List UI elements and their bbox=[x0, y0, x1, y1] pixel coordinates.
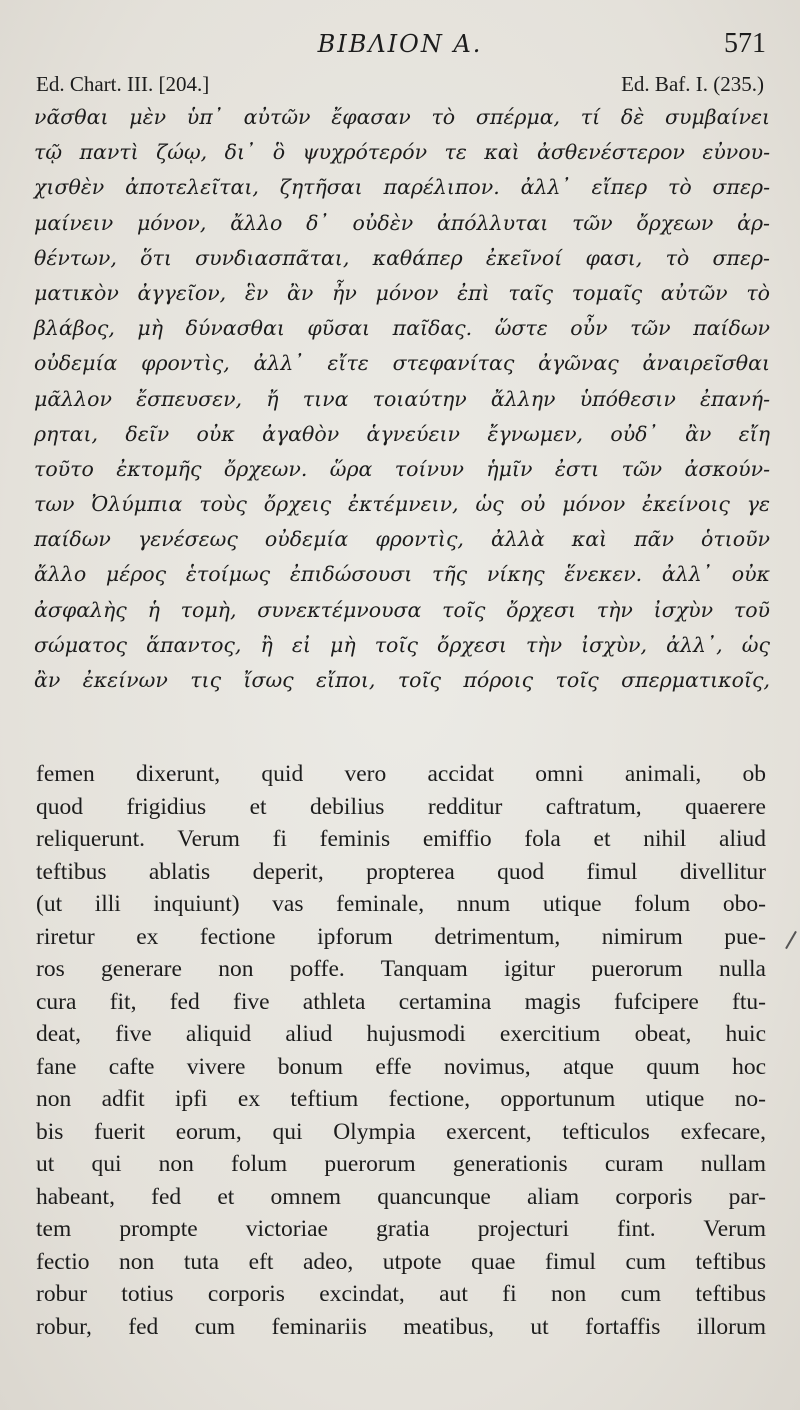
latin-line: cura fit, fed five athleta certamina magis fufcipere ftu- bbox=[36, 988, 766, 1015]
greek-line: νᾶσθαι μὲν ὑπ᾽ αὐτῶν ἔφασαν τὸ σπέρμα, τί δὲ συμβαίνει bbox=[34, 105, 770, 129]
latin-line: (ut illi inquiunt) vas feminale, nnum utique folum obo- bbox=[36, 891, 766, 917]
greek-line: ἀσφαλὴς ἡ τομὴ, συνεκτέμνουσα τοῖς ὄρχεσι τὴν ἰσχὺν τοῦ bbox=[34, 597, 770, 622]
greek-line: τῷ παντὶ ζώῳ, δι᾽ ὃ ψυχρότερόν τε καὶ ἀσθενέστερον εὐνου- bbox=[34, 140, 770, 165]
greek-line: ματικὸν ἀγγεῖον, ἓν ἂν ἦν μόνον ἐπὶ ταῖς τομαῖς αὐτῶν τὸ bbox=[34, 280, 770, 305]
greek-line: σώματος ἅπαντος, ἢ εἰ μὴ τοῖς ὄρχεσι τὴν ἰσχὺν, ἀλλ᾽, ὡς bbox=[34, 632, 770, 657]
latin-line: ut qui non folum puerorum generationis curam nullam bbox=[36, 1151, 766, 1177]
latin-line: quod frigidius et debilius redditur caftratum, quaerere bbox=[36, 793, 766, 820]
edition-reference-left: Ed. Chart. III. [204.] bbox=[36, 72, 210, 96]
latin-line: reliquerunt. Verum fi feminis emiffio fola et nihil aliud bbox=[36, 826, 766, 852]
latin-line: robur totius corporis excindat, aut fi non cum teftibus bbox=[36, 1281, 766, 1307]
greek-line: ἄλλο μέρος ἑτοίμως ἐπιδώσουσι τῆς νίκης ἕνεκεν. ἀλλ᾽ οὐκ bbox=[34, 562, 770, 587]
latin-line: fectio non tuta eft adeo, utpote quae fimul cum teftibus bbox=[36, 1248, 766, 1275]
greek-line: ἂν ἐκείνων τις ἴσως εἴποι, τοῖς πόροις τοῖς σπερματικοῖς, bbox=[34, 668, 770, 692]
greek-line: οὐδεμία φροντὶς, ἀλλ᾽ εἴτε στεφανίτας ἀγῶνας ἀναιρεῖσθαι bbox=[34, 351, 770, 376]
greek-line: παίδων γενέσεως οὐδεμία φροντὶς, ἀλλὰ καὶ πᾶν ὁτιοῦν bbox=[34, 527, 770, 552]
latin-line: deat, five aliquid aliud hujusmodi exercitium obeat, huic bbox=[36, 1021, 766, 1047]
greek-line: θέντων, ὅτι συνδιασπᾶται, καθάπερ ἐκεῖνοί φασι, τὸ σπερ- bbox=[34, 245, 770, 270]
latin-line: robur, fed cum feminariis meatibus, ut fortaffis illorum bbox=[36, 1313, 766, 1340]
greek-line: τοῦτο ἐκτομῆς ὄρχεων. ὥρα τοίνυν ἡμῖν ἐστι τῶν ἀσκούν- bbox=[34, 456, 770, 481]
greek-line: των Ὀλύμπια τοὺς ὄρχεις ἐκτέμνειν, ὡς οὐ μόνον ἐκείνοις γε bbox=[34, 492, 770, 517]
greek-line: ρηται, δεῖν οὐκ ἀγαθὸν ἁγνεύειν ἔγνωμεν, οὐδ᾽ ἂν εἴη bbox=[34, 421, 770, 446]
latin-line: non adfit ipfi ex teftium fectione, opportunum utique no- bbox=[36, 1086, 766, 1112]
greek-line: μαίνειν μόνον, ἄλλο δ᾽ οὐδὲν ἀπόλλυται τῶν ὄρχεων ἀρ- bbox=[34, 210, 770, 235]
latin-text-block bbox=[36, 758, 766, 1343]
latin-line: teftibus ablatis deperit, propterea quod fimul divellitur bbox=[36, 858, 766, 885]
greek-line: βλάβος, μὴ δύνασθαι φῦσαι παῖδας. ὥστε οὖν τῶν παίδων bbox=[34, 316, 770, 341]
latin-line: ros generare non poffe. Tanquam igitur puerorum nulla bbox=[36, 956, 766, 982]
greek-line: χισθὲν ἀποτελεῖται, ζητῆσαι παρέλιπον. ἀλλ᾽ εἴπερ τὸ σπερ- bbox=[34, 175, 770, 200]
latin-line: habeant, fed et omnem quancunque aliam corporis par- bbox=[36, 1183, 766, 1210]
latin-line: fane cafte vivere bonum effe novimus, atque quum hoc bbox=[36, 1053, 766, 1080]
latin-line: riretur ex fectione ipforum detrimentum, nimirum pue- bbox=[36, 923, 766, 950]
edition-reference-right: Ed. Baf. I. (235.) bbox=[621, 72, 764, 96]
greek-line: μᾶλλον ἔσπευσεν, ἤ τινα τοιαύτην ἄλλην ὑπόθεσιν ἐπανή- bbox=[34, 386, 770, 411]
page-number: 571 bbox=[724, 28, 766, 59]
latin-line: tem prompte victoriae gratia projecturi fint. Verum bbox=[36, 1216, 766, 1242]
margin-pencil-mark bbox=[785, 931, 797, 949]
latin-line: bis fuerit eorum, qui Olympia exercent, tefticulos exfecare, bbox=[36, 1118, 766, 1145]
latin-line: femen dixerunt, quid vero accidat omni animali, ob bbox=[36, 761, 766, 787]
running-title: BIBΛΙΟΝ Α. bbox=[317, 30, 483, 58]
greek-text-block bbox=[34, 100, 770, 698]
